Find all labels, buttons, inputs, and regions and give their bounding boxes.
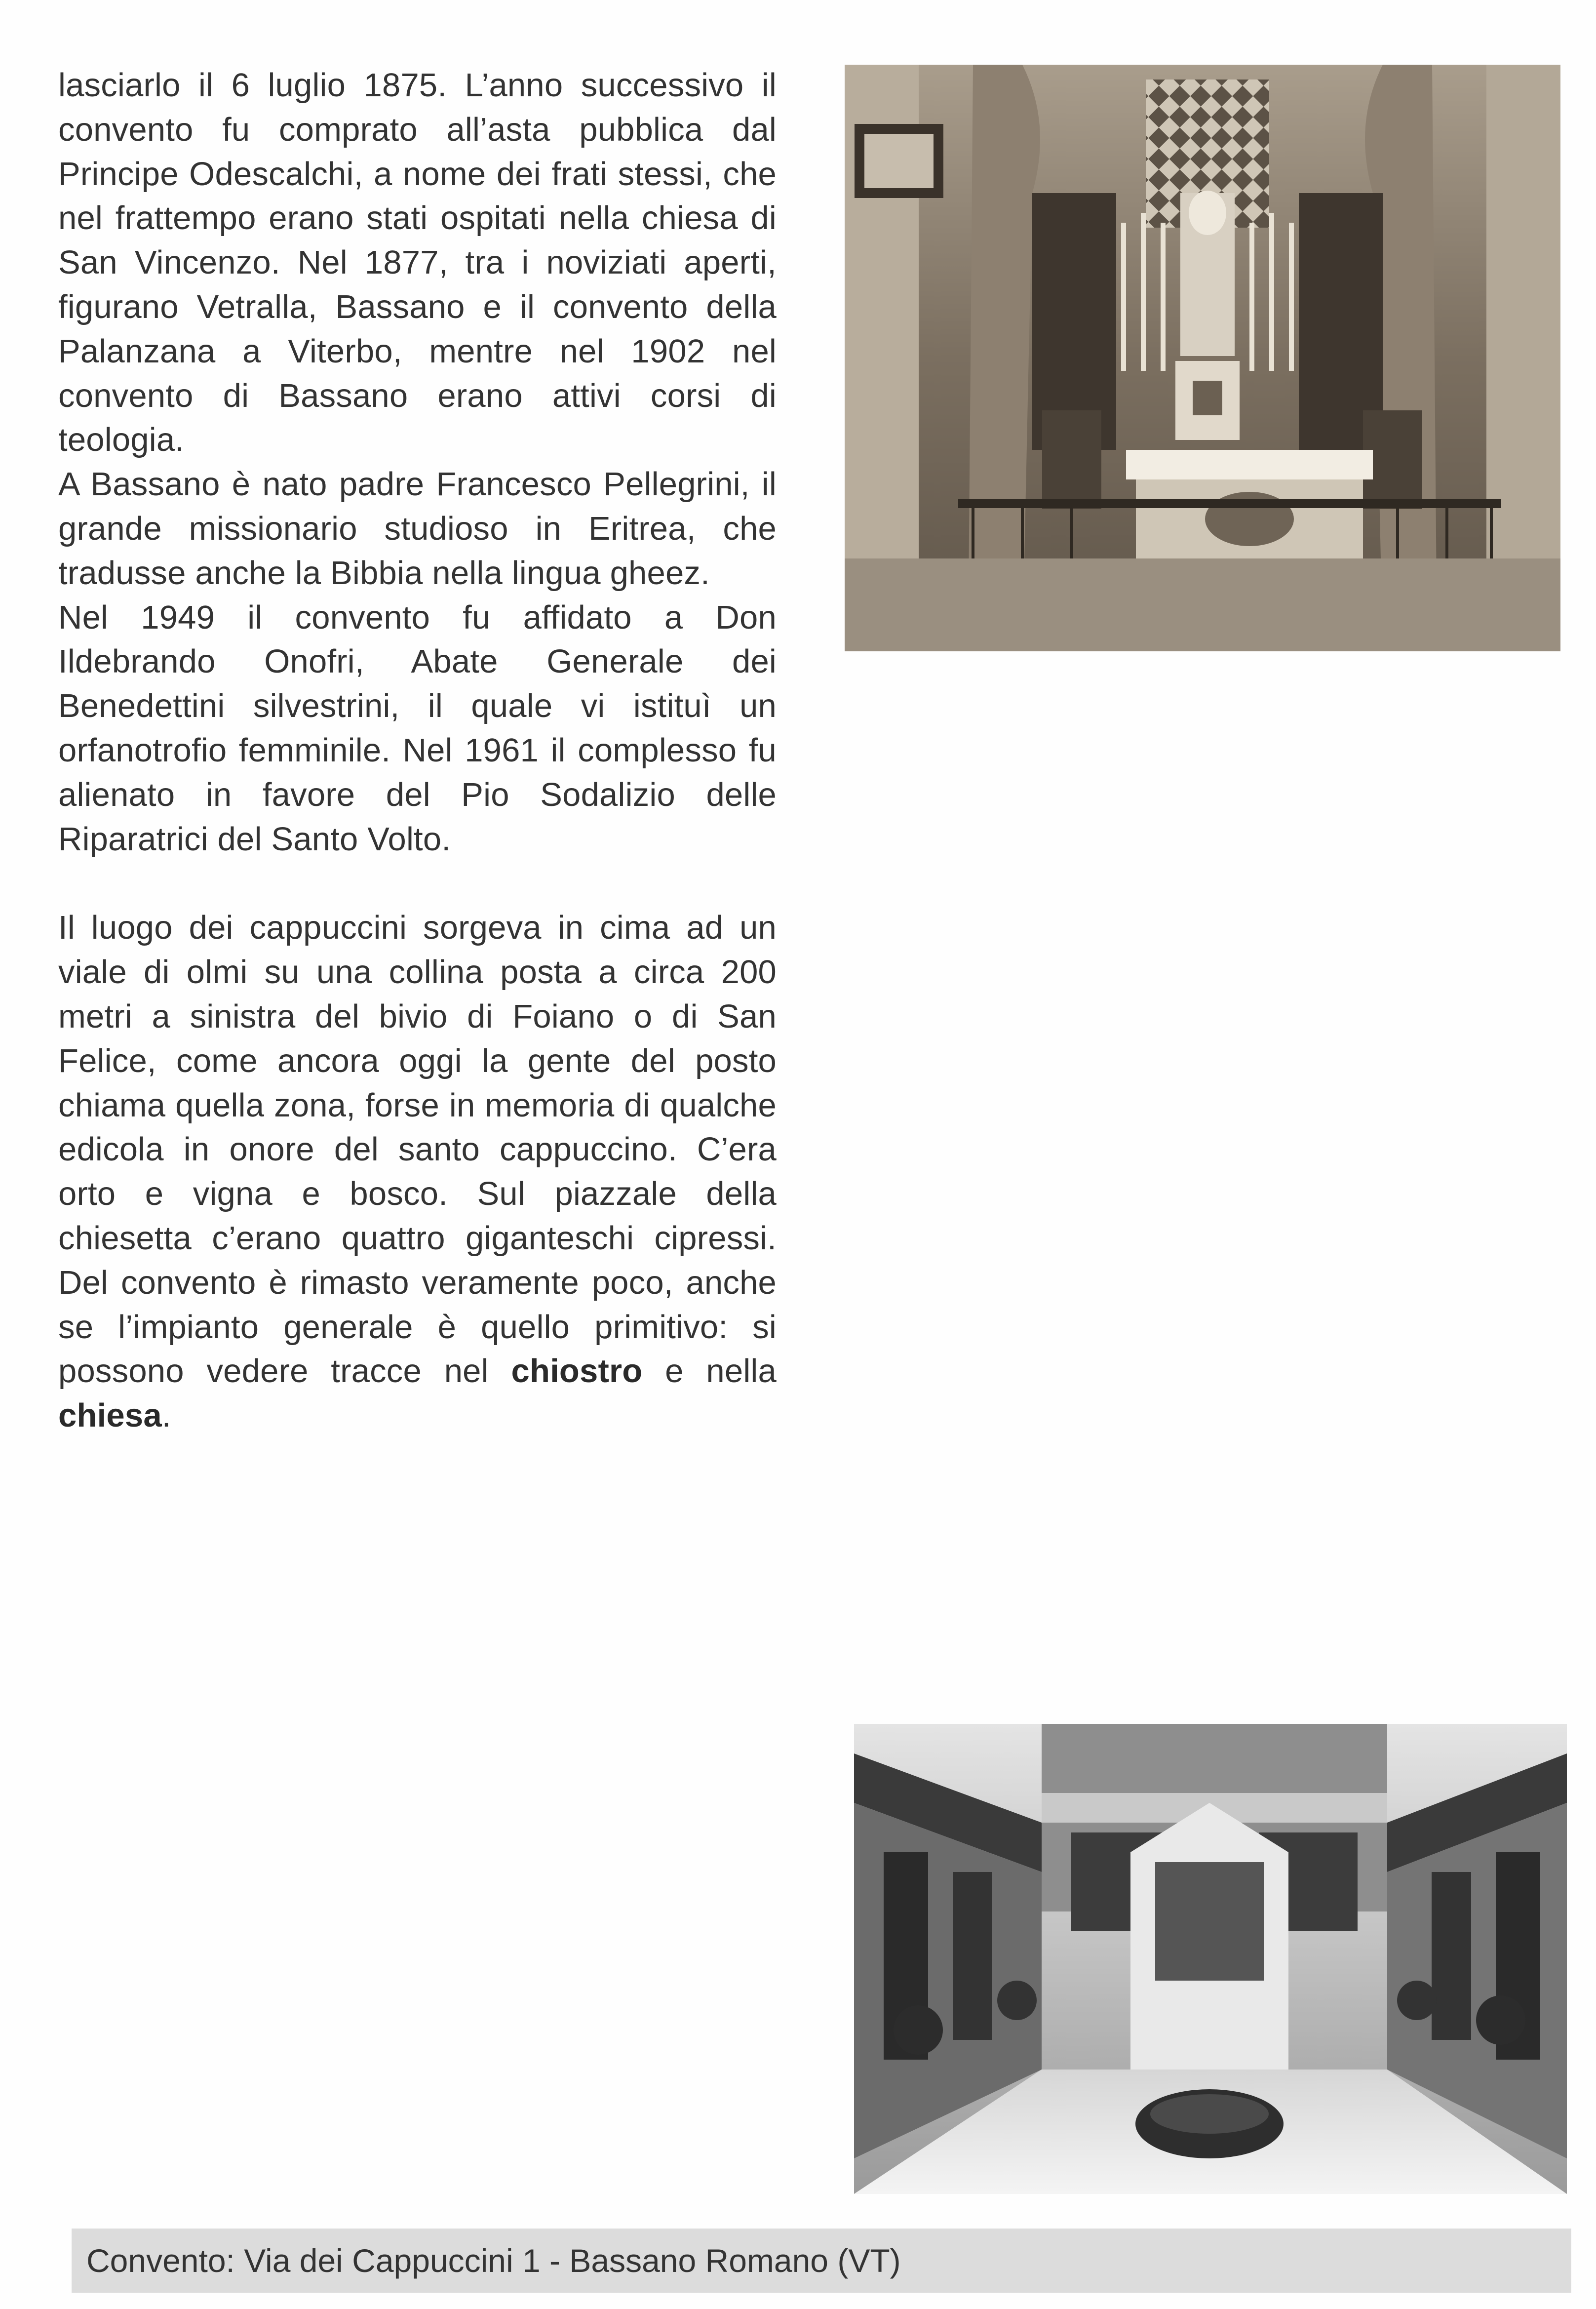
altar-illustration	[845, 65, 1560, 651]
body-text	[58, 63, 777, 1438]
paragraph-location	[58, 906, 777, 1438]
bold-chiostro: chiostro	[511, 1353, 643, 1390]
footer-address: Convento: Via dei Cappuccini 1 - Bassano Romano (VT)	[86, 2242, 901, 2279]
cloister-photo	[854, 1724, 1567, 2194]
sentence-end: .	[161, 1397, 171, 1434]
connector-text: e nella	[665, 1353, 777, 1390]
bold-chiesa: chiesa	[58, 1397, 162, 1434]
paragraph-spacer	[58, 861, 777, 906]
paragraph-history-1875: lasciarlo il 6 luglio 1875. L’anno successivo il convento fu comprato all’asta pubblica dal Principe Odescalchi, a nome dei frati stessi, che nel frattempo erano stati ospitati nella chiesa di San Vincenzo. Nel 1877, tra i noviziati aperti, figurano Vetralla, Bassano e il convento della Palanzana a Viterbo, mentre nel 1902 nel convento di Bassano erano attivi corsi di teologia.	[58, 67, 777, 459]
altar-photo	[845, 65, 1560, 651]
paragraph-1949: Nel 1949 il convento fu affidato a Don Ildebrando Onofri, Abate Generale dei Benedettini silvestrini, il quale vi istituì un orfanotrofio femminile. Nel 1961 il complesso fu alienato in favore del Pio Sodalizio delle Riparatrici del Santo Volto.	[58, 598, 777, 858]
paragraph-location-text: Il luogo dei cappuccini sorgeva in cima ad un viale di olmi su una collina posta a circa 200 metri a sinistra del bivio di Foiano o di San Felice, come ancora oggi la gente del posto chiama quella zona, forse in memoria di qualche edicola in onore del santo cappuccino. C’era orto e vigna e bosco. Sul piazzale della chiesetta c’erano quattro giganteschi cipressi. Del convento è rimasto veramente poco, anche se l’impianto generale è quello primitivo: si possono vedere tracce nel	[58, 909, 777, 1390]
paragraph-pellegrini: A Bassano è nato padre Francesco Pellegrini, il grande missionario studioso in Eritrea, che tradusse anche la Bibbia nella lingua gheez.	[58, 466, 777, 592]
cloister-illustration	[854, 1724, 1567, 2194]
footer-bar	[72, 2229, 1571, 2293]
